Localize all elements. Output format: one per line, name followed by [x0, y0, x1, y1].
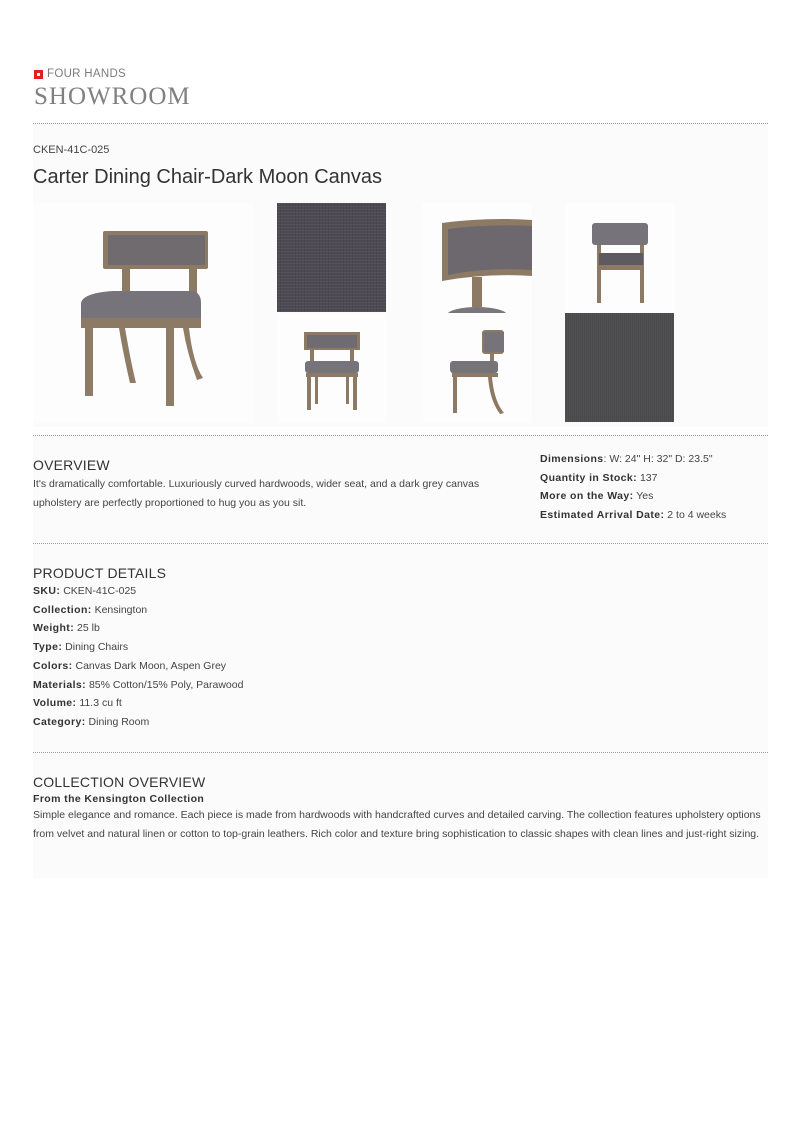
overview-left [33, 450, 508, 543]
detail-sku: SKU: CKEN-41C-025 [33, 585, 137, 597]
spec-estimated-arrival: Estimated Arrival Date: 2 to 4 weeks [540, 509, 727, 522]
image-chair-front [277, 313, 387, 423]
four-hands-logo-icon [34, 70, 43, 79]
detail-colors: Colors: Canvas Dark Moon, Aspen Grey [33, 659, 227, 672]
detail-type: Type: Dining Chairs [33, 641, 129, 654]
image-fabric-swatch-dark [565, 313, 674, 422]
product-details-section [33, 544, 768, 752]
chair-three-quarter-icon [33, 203, 253, 423]
detail-category: Category: Dining Room [33, 715, 150, 728]
product-title: Carter Dining Chair-Dark Moon Canvas [33, 166, 383, 188]
chair-rear-icon [565, 203, 675, 313]
overview-text: It's dramatically comfortable. Luxuriously curved hardwoods, wider seat, and a dark grey canvas upholstery are perfectly proportioned to hug you as you sit. [33, 478, 480, 509]
overview-section [33, 436, 768, 543]
image-chair-rear [565, 203, 675, 313]
product-header [33, 124, 768, 427]
image-gallery [33, 197, 768, 427]
product-sku: CKEN-41C-025 [33, 144, 110, 156]
detail-weight: Weight: 25 lb [33, 622, 100, 635]
product-sheet [33, 62, 768, 878]
collection-heading: COLLECTION OVERVIEW [33, 774, 206, 790]
spec-more-on-the-way: More on the Way: Yes [540, 490, 654, 503]
spec-dimensions: Dimensions: W: 24" H: 32" D: 23.5" [540, 453, 713, 465]
image-fabric-swatch [277, 203, 386, 312]
brand-showroom: SHOWROOM [34, 83, 191, 110]
spec-quantity-in-stock: Quantity in Stock: 137 [540, 471, 658, 484]
chair-back-detail-icon [422, 203, 532, 313]
image-chair-side [422, 313, 532, 423]
overview-heading: OVERVIEW [33, 457, 110, 473]
collection-subheading: From the Kensington Collection [33, 793, 205, 805]
image-chair-three-quarter [33, 203, 253, 423]
detail-volume: Volume: 11.3 cu ft [33, 697, 122, 710]
product-details-heading: PRODUCT DETAILS [33, 565, 167, 581]
chair-front-icon [277, 313, 387, 423]
collection-text: Simple elegance and romance. Each piece is made from hardwoods with handcrafted curves and detailed carving. The collection features upholstery options from velvet and natural linen or cotton to top-grain leathers. Rich color and texture bring sophistication to classic shapes with clean lines and just-right sizing. [33, 809, 761, 840]
product-details-list [33, 582, 768, 732]
image-chair-back-detail [422, 203, 532, 313]
overview-specs [540, 450, 768, 543]
brand-logo [34, 68, 126, 80]
chair-side-icon [422, 313, 532, 423]
brand-header [33, 62, 768, 114]
collection-overview-section [33, 753, 768, 878]
brand-name: FOUR HANDS [47, 68, 127, 80]
detail-materials: Materials: 85% Cotton/15% Poly, Parawood [33, 678, 244, 691]
detail-collection: Collection: Kensington [33, 603, 148, 616]
